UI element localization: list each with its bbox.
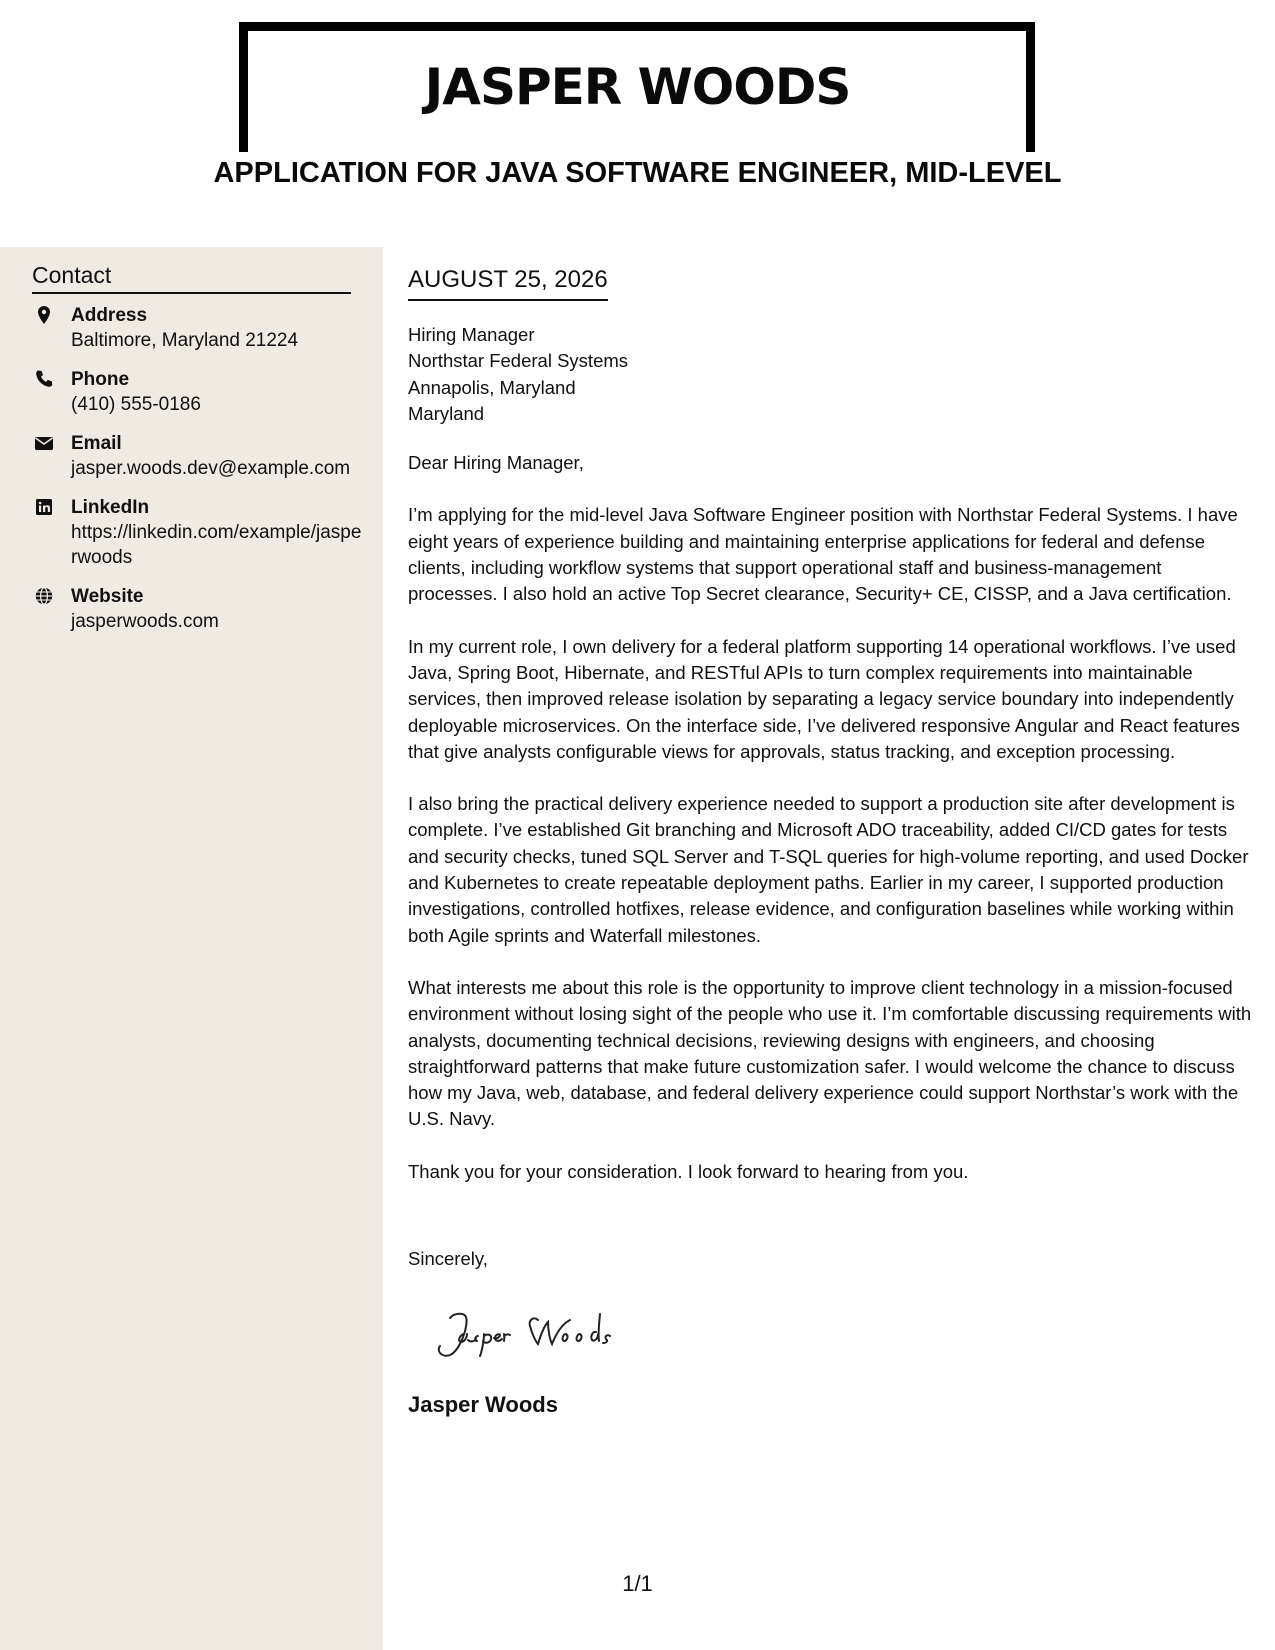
envelope-icon <box>34 433 54 453</box>
salutation: Dear Hiring Manager, <box>408 452 584 474</box>
contact-label: Phone <box>71 369 130 390</box>
contact-heading: Contact <box>32 262 351 294</box>
body-paragraph: I’m applying for the mid-level Java Software Engineer position with Northstar Federal Systems. I have eight years of experience building and maintaining enterprise applications for federal and defense clients, including workflow systems that support operational staff and business-management processes. I also hold an active Top Secret clearance, Security+ CE, CISSP, and a Java certification. <box>408 504 1238 605</box>
globe-icon <box>34 586 54 606</box>
contact-value: Baltimore, Maryland 21224 <box>71 330 299 351</box>
contact-item-phone <box>32 367 362 417</box>
contact-label: Address <box>71 305 148 326</box>
recipient-line: Annapolis, Maryland <box>408 376 576 398</box>
map-pin-icon <box>34 305 54 325</box>
recipient-line: Maryland <box>408 402 485 424</box>
contact-label: Email <box>71 433 122 454</box>
body-paragraph: What interests me about this role is the opportunity to improve client technology in a mission-focused environment without losing sight of the people who use it. I’m comfortable discussing requirements with analysts, documenting technical decisions, reviewing designs with engineers, and choosing straightforward patterns that make future customization safer. I would welcome the chance to discuss how my Java, web, database, and federal delivery experience could support Northstar’s work with the U.S. Navy. <box>408 976 1252 1130</box>
contact-value[interactable]: jasper.woods.dev@example.com <box>71 458 351 479</box>
letter-body <box>408 322 1253 1211</box>
contact-item-linkedin <box>32 495 362 570</box>
body-paragraph: In my current role, I own delivery for a federal platform supporting 14 operational workflows. I’ve used Java, Spring Boot, Hibernate, and RESTful APIs to turn complex requirements into maintainable services, then improved release isolation by separating a legacy service boundary into independently deployable microservices. On the interface side, I’ve delivered responsive Angular and React features that give analysts configurable views for approvals, status tracking, and exception processing. <box>408 635 1240 762</box>
recipient-block <box>408 322 1253 427</box>
body-paragraph: I also bring the practical delivery experience needed to support a production site after development is complete. I’ve established Git branching and Microsoft ADO traceability, added CI/CD gates for tests and security checks, tuned SQL Server and T-SQL queries for high-volume reporting, and used Docker and Kubernetes to create repeatable deployment paths. Earlier in my career, I supported production investigations, controlled hotfixes, release evidence, and configuration baselines while working within both Agile sprints and Waterfall milestones. <box>408 793 1249 946</box>
signer-name: Jasper Woods <box>408 1392 558 1417</box>
applicant-name: JASPER WOODS <box>424 58 851 116</box>
handwritten-signature <box>420 1300 680 1370</box>
recipient-line: Northstar Federal Systems <box>408 350 629 372</box>
contact-value[interactable]: jasperwoods.com <box>71 611 219 632</box>
recipient-line: Hiring Manager <box>408 324 535 345</box>
closing: Sincerely, <box>408 1248 488 1269</box>
contact-item-email <box>32 431 362 481</box>
application-subtitle: APPLICATION FOR JAVA SOFTWARE ENGINEER, MID-LEVEL <box>0 156 1275 190</box>
page-number: 1/1 <box>622 1571 653 1596</box>
contact-item-website <box>32 584 362 634</box>
contact-label: LinkedIn <box>71 497 150 518</box>
letter-date: AUGUST 25, 2026 <box>408 265 608 301</box>
contact-list <box>32 303 362 648</box>
contact-item-address <box>32 303 362 353</box>
body-paragraph: Thank you for your consideration. I look forward to hearing from you. <box>408 1160 969 1182</box>
linkedin-icon <box>34 497 54 517</box>
phone-icon <box>34 369 54 389</box>
contact-label: Website <box>71 586 144 607</box>
contact-value[interactable]: https://linkedin.com/example/jasperwoods <box>71 522 362 568</box>
contact-value: (410) 555-0186 <box>71 394 201 415</box>
